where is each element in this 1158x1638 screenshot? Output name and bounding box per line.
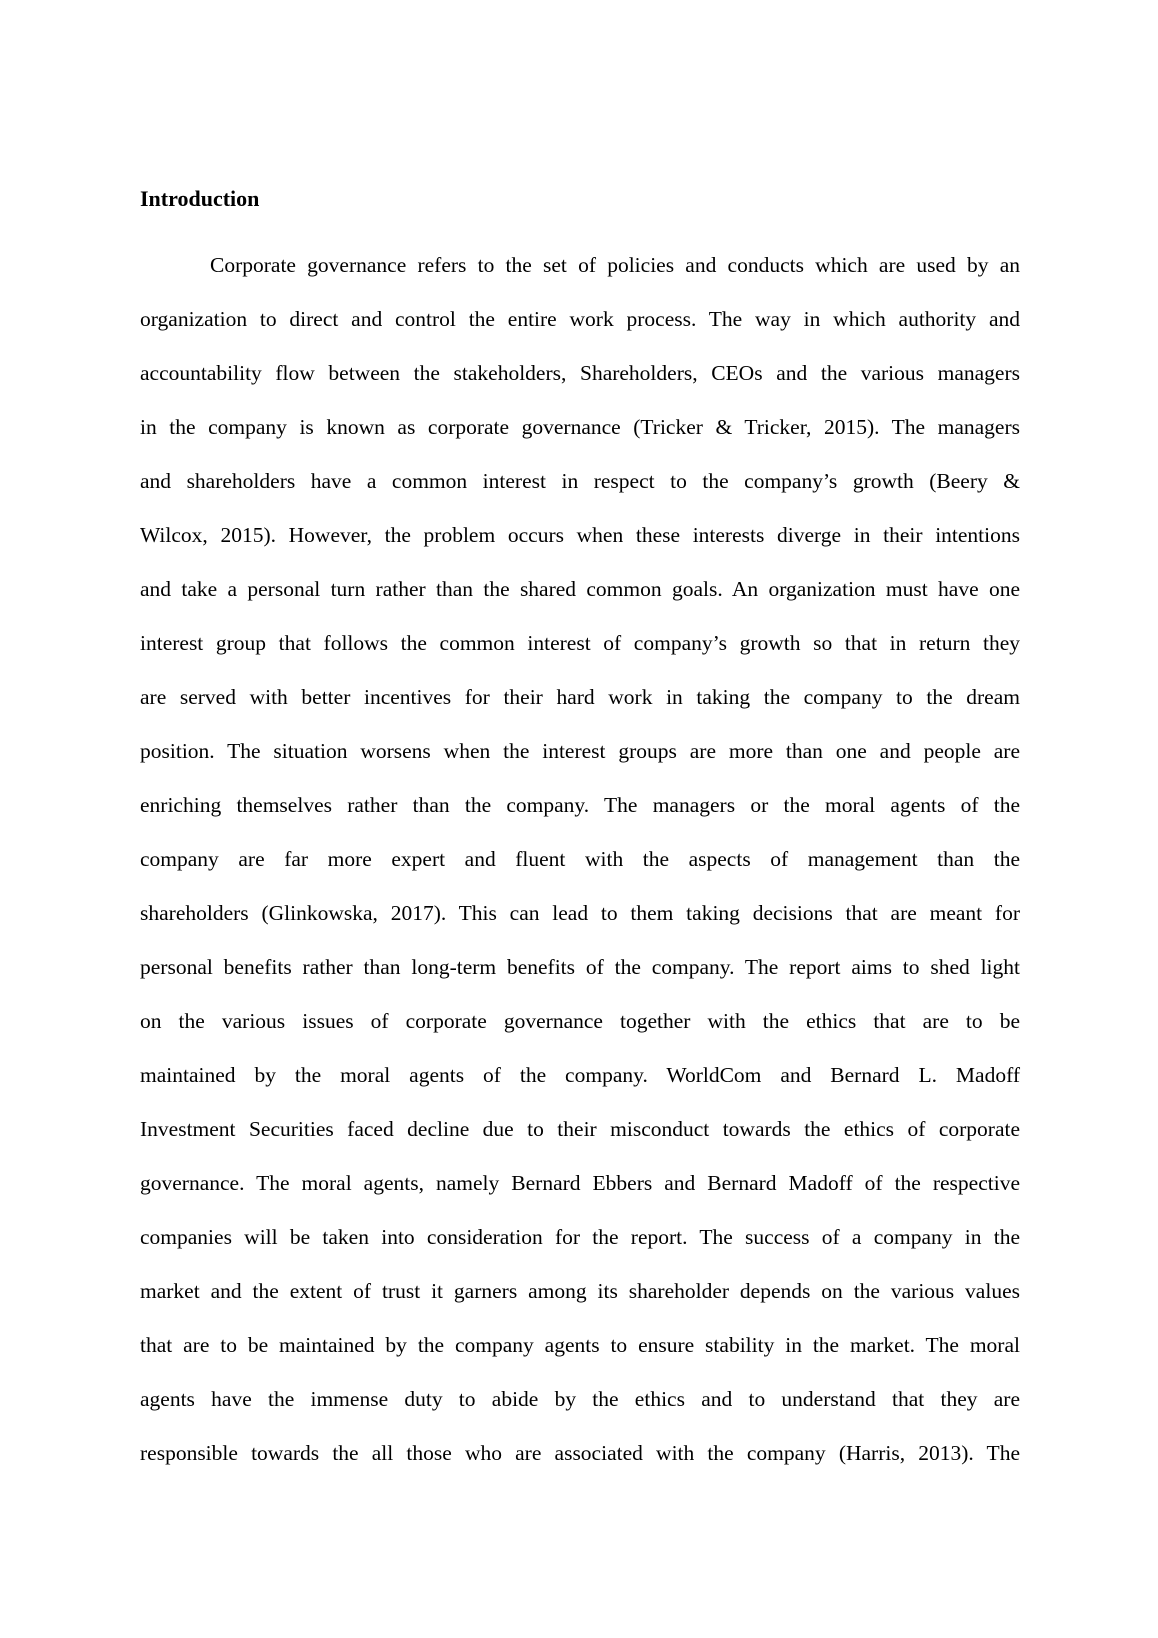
paragraph-line: companies will be taken into consideration for the report. The success of a company in the xyxy=(140,1225,1020,1249)
paragraph-line: shareholders (Glinkowska, 2017). This can lead to them taking decisions that are meant for xyxy=(140,901,1020,925)
paragraph-line: interest group that follows the common interest of company’s growth so that in return they xyxy=(140,631,1020,655)
paragraph-line: enriching themselves rather than the company. The managers or the moral agents of the xyxy=(140,793,1020,817)
paragraph-line: personal benefits rather than long-term benefits of the company. The report aims to shed light xyxy=(140,955,1020,979)
paragraph-line: company are far more expert and fluent with the aspects of management than the xyxy=(140,847,1020,871)
paragraph-line: governance. The moral agents, namely Bernard Ebbers and Bernard Madoff of the respective xyxy=(140,1171,1020,1195)
paragraph-line: Corporate governance refers to the set of policies and conducts which are used by an xyxy=(210,253,1020,277)
paragraph-line: and shareholders have a common interest in respect to the company’s growth (Beery & xyxy=(140,469,1020,493)
paragraph-line: market and the extent of trust it garners among its shareholder depends on the various values xyxy=(140,1279,1020,1303)
body-paragraph xyxy=(140,238,1020,1480)
paragraph-line: that are to be maintained by the company agents to ensure stability in the market. The moral xyxy=(140,1333,1020,1357)
paragraph-line: organization to direct and control the entire work process. The way in which authority and xyxy=(140,307,1020,331)
paragraph-line: position. The situation worsens when the interest groups are more than one and people are xyxy=(140,739,1020,763)
paragraph-line: accountability flow between the stakeholders, Shareholders, CEOs and the various managers xyxy=(140,361,1020,385)
paragraph-line: are served with better incentives for their hard work in taking the company to the dream xyxy=(140,685,1020,709)
paragraph-line: in the company is known as corporate governance (Tricker & Tricker, 2015). The managers xyxy=(140,415,1020,439)
paragraph-line: Investment Securities faced decline due to their misconduct towards the ethics of corporate xyxy=(140,1117,1020,1141)
section-heading: Introduction xyxy=(140,186,260,211)
paragraph-line: and take a personal turn rather than the shared common goals. An organization must have one xyxy=(140,577,1020,601)
paragraph-line: maintained by the moral agents of the company. WorldCom and Bernard L. Madoff xyxy=(140,1063,1020,1087)
paragraph-line: on the various issues of corporate governance together with the ethics that are to be xyxy=(140,1009,1020,1033)
paragraph-line: Wilcox, 2015). However, the problem occurs when these interests diverge in their intentions xyxy=(140,523,1020,547)
paragraph-line: responsible towards the all those who are associated with the company (Harris, 2013). The xyxy=(140,1441,1020,1465)
paragraph-line: agents have the immense duty to abide by the ethics and to understand that they are xyxy=(140,1387,1020,1411)
